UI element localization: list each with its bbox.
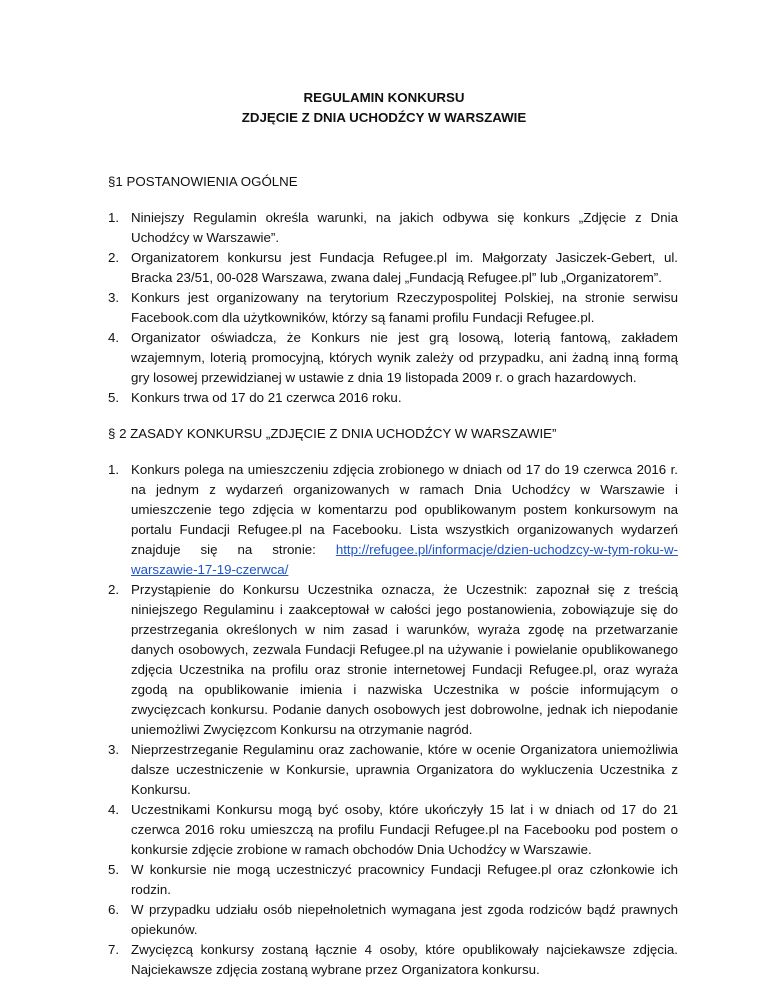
- section-1-list: [108, 208, 678, 408]
- list-item: [108, 328, 678, 388]
- list-item: [108, 900, 678, 940]
- list-text: Organizator oświadcza, że Konkurs nie jest grą losową, loterią fantową, zakładem wzajemnym, loterią promocyjną, których wynik zależy od przypadku, ani żadną inną formą gry losowej przewidzianej w ustawie z dnia 19 listopada 2009 r. o grach hazardowych.: [131, 330, 678, 385]
- list-item: [108, 580, 678, 740]
- list-number: 3.: [108, 742, 120, 757]
- list-number: 1.: [108, 210, 120, 225]
- list-item: [108, 860, 678, 900]
- list-number: 1.: [108, 462, 120, 477]
- list-number: 5.: [108, 862, 120, 877]
- list-item: [108, 740, 678, 800]
- list-number: 4.: [108, 802, 120, 817]
- list-text: Organizatorem konkursu jest Fundacja Refugee.pl im. Małgorzaty Jasiczek-Gebert, ul. Bracka 23/51, 00-028 Warszawa, zwana dalej „Fundacją Refugee.pl” lub „Organizatorem”.: [131, 250, 678, 285]
- list-text: Niniejszy Regulamin określa warunki, na jakich odbywa się konkurs „Zdjęcie z Dnia Uchodźcy w Warszawie”.: [131, 210, 678, 245]
- list-number: 6.: [108, 902, 120, 917]
- list-item: [108, 208, 678, 248]
- title-line-1: REGULAMIN KONKURSU: [303, 90, 465, 105]
- list-item: [108, 940, 678, 980]
- document-title: [0, 88, 768, 128]
- list-number: 5.: [108, 390, 120, 405]
- section-1-heading: §1 POSTANOWIENIA OGÓLNE: [108, 174, 298, 189]
- list-item: [108, 388, 678, 408]
- list-number: 7.: [108, 942, 120, 957]
- list-text: W konkursie nie mogą uczestniczyć pracownicy Fundacji Refugee.pl oraz członkowie ich rodzin.: [131, 862, 678, 897]
- list-item: [108, 248, 678, 288]
- list-text: Zwycięzcą konkursy zostaną łącznie 4 osoby, które opublikowały najciekawsze zdjęcia. Najciekawsze zdjęcia zostaną wybrane przez Organizatora konkursu.: [131, 942, 678, 977]
- list-number: 4.: [108, 330, 120, 345]
- list-text: Przystąpienie do Konkursu Uczestnika oznacza, że Uczestnik: zapoznał się z treścią niniejszego Regulaminu i zaakceptował w całości jego postanowienia, zobowiązuje się do przestrzegania określonych w nim zasad i warunków, wyraża zgodę na przetwarzanie danych osobowych, zezwala Fundacji Refugee.pl na używanie i powielanie opublikowanego zdjęcia Uczestnika na profilu oraz stronie internetowej Fundacji Refugee.pl, oraz wyraża zgodą na opublikowanie imienia i nazwiska Uczestnika w poście informującym o zwycięzcach konkursu. Podanie danych osobowych jest dobrowolne, jednak ich niepodanie uniemożliwi Zwycięzcom Konkursu na otrzymanie nagród.: [131, 582, 678, 737]
- event-list-link[interactable]: http://refugee.pl/informacje/dzien-uchodzcy-w-tym-roku-w-warszawie-17-19-czerwca/: [131, 542, 678, 577]
- section-2-heading: § 2 ZASADY KONKURSU „ZDJĘCIE Z DNIA UCHODŹCY W WARSZAWIE”: [108, 426, 557, 441]
- list-item: [108, 288, 678, 328]
- list-text: Konkurs trwa od 17 do 21 czerwca 2016 roku.: [131, 390, 402, 405]
- section-2-list: [108, 460, 678, 980]
- list-text: Uczestnikami Konkursu mogą być osoby, które ukończyły 15 lat i w dniach od 17 do 21 czerwca 2016 roku umieszczą na profilu Fundacji Refugee.pl na Facebooku pod postem o konkursie zdjęcie zrobione w ramach obchodów Dnia Uchodźcy w Warszawie.: [131, 802, 678, 857]
- list-item: [108, 800, 678, 860]
- list-text: Konkurs jest organizowany na terytorium Rzeczypospolitej Polskiej, na stronie serwisu Facebook.com dla użytkowników, którzy są fanami profilu Fundacji Refugee.pl.: [131, 290, 678, 325]
- list-text: Konkurs polega na umieszczeniu zdjęcia zrobionego w dniach od 17 do 19 czerwca 2016 r. na jednym z wydarzeń organizowanych w ramach Dnia Uchodźcy w Warszawie i umieszczenie tego zdjęcia w komentarzu pod opublikowanym postem konkursowym na portalu Fundacji Refugee.pl na Facebooku. Lista wszystkich organizowanych wydarzeń znajduje się na stronie:: [131, 462, 678, 557]
- list-item: [108, 460, 678, 580]
- list-text: W przypadku udziału osób niepełnoletnich wymagana jest zgoda rodziców bądź prawnych opiekunów.: [131, 902, 678, 937]
- title-line-2: ZDJĘCIE Z DNIA UCHODŹCY W WARSZAWIE: [241, 110, 527, 125]
- list-number: 2.: [108, 582, 120, 597]
- list-text: Nieprzestrzeganie Regulaminu oraz zachowanie, które w ocenie Organizatora uniemożliwia dalsze uczestniczenie w Konkursie, uprawnia Organizatora do wykluczenia Uczestnika z Konkursu.: [131, 742, 678, 797]
- list-number: 3.: [108, 290, 120, 305]
- list-number: 2.: [108, 250, 120, 265]
